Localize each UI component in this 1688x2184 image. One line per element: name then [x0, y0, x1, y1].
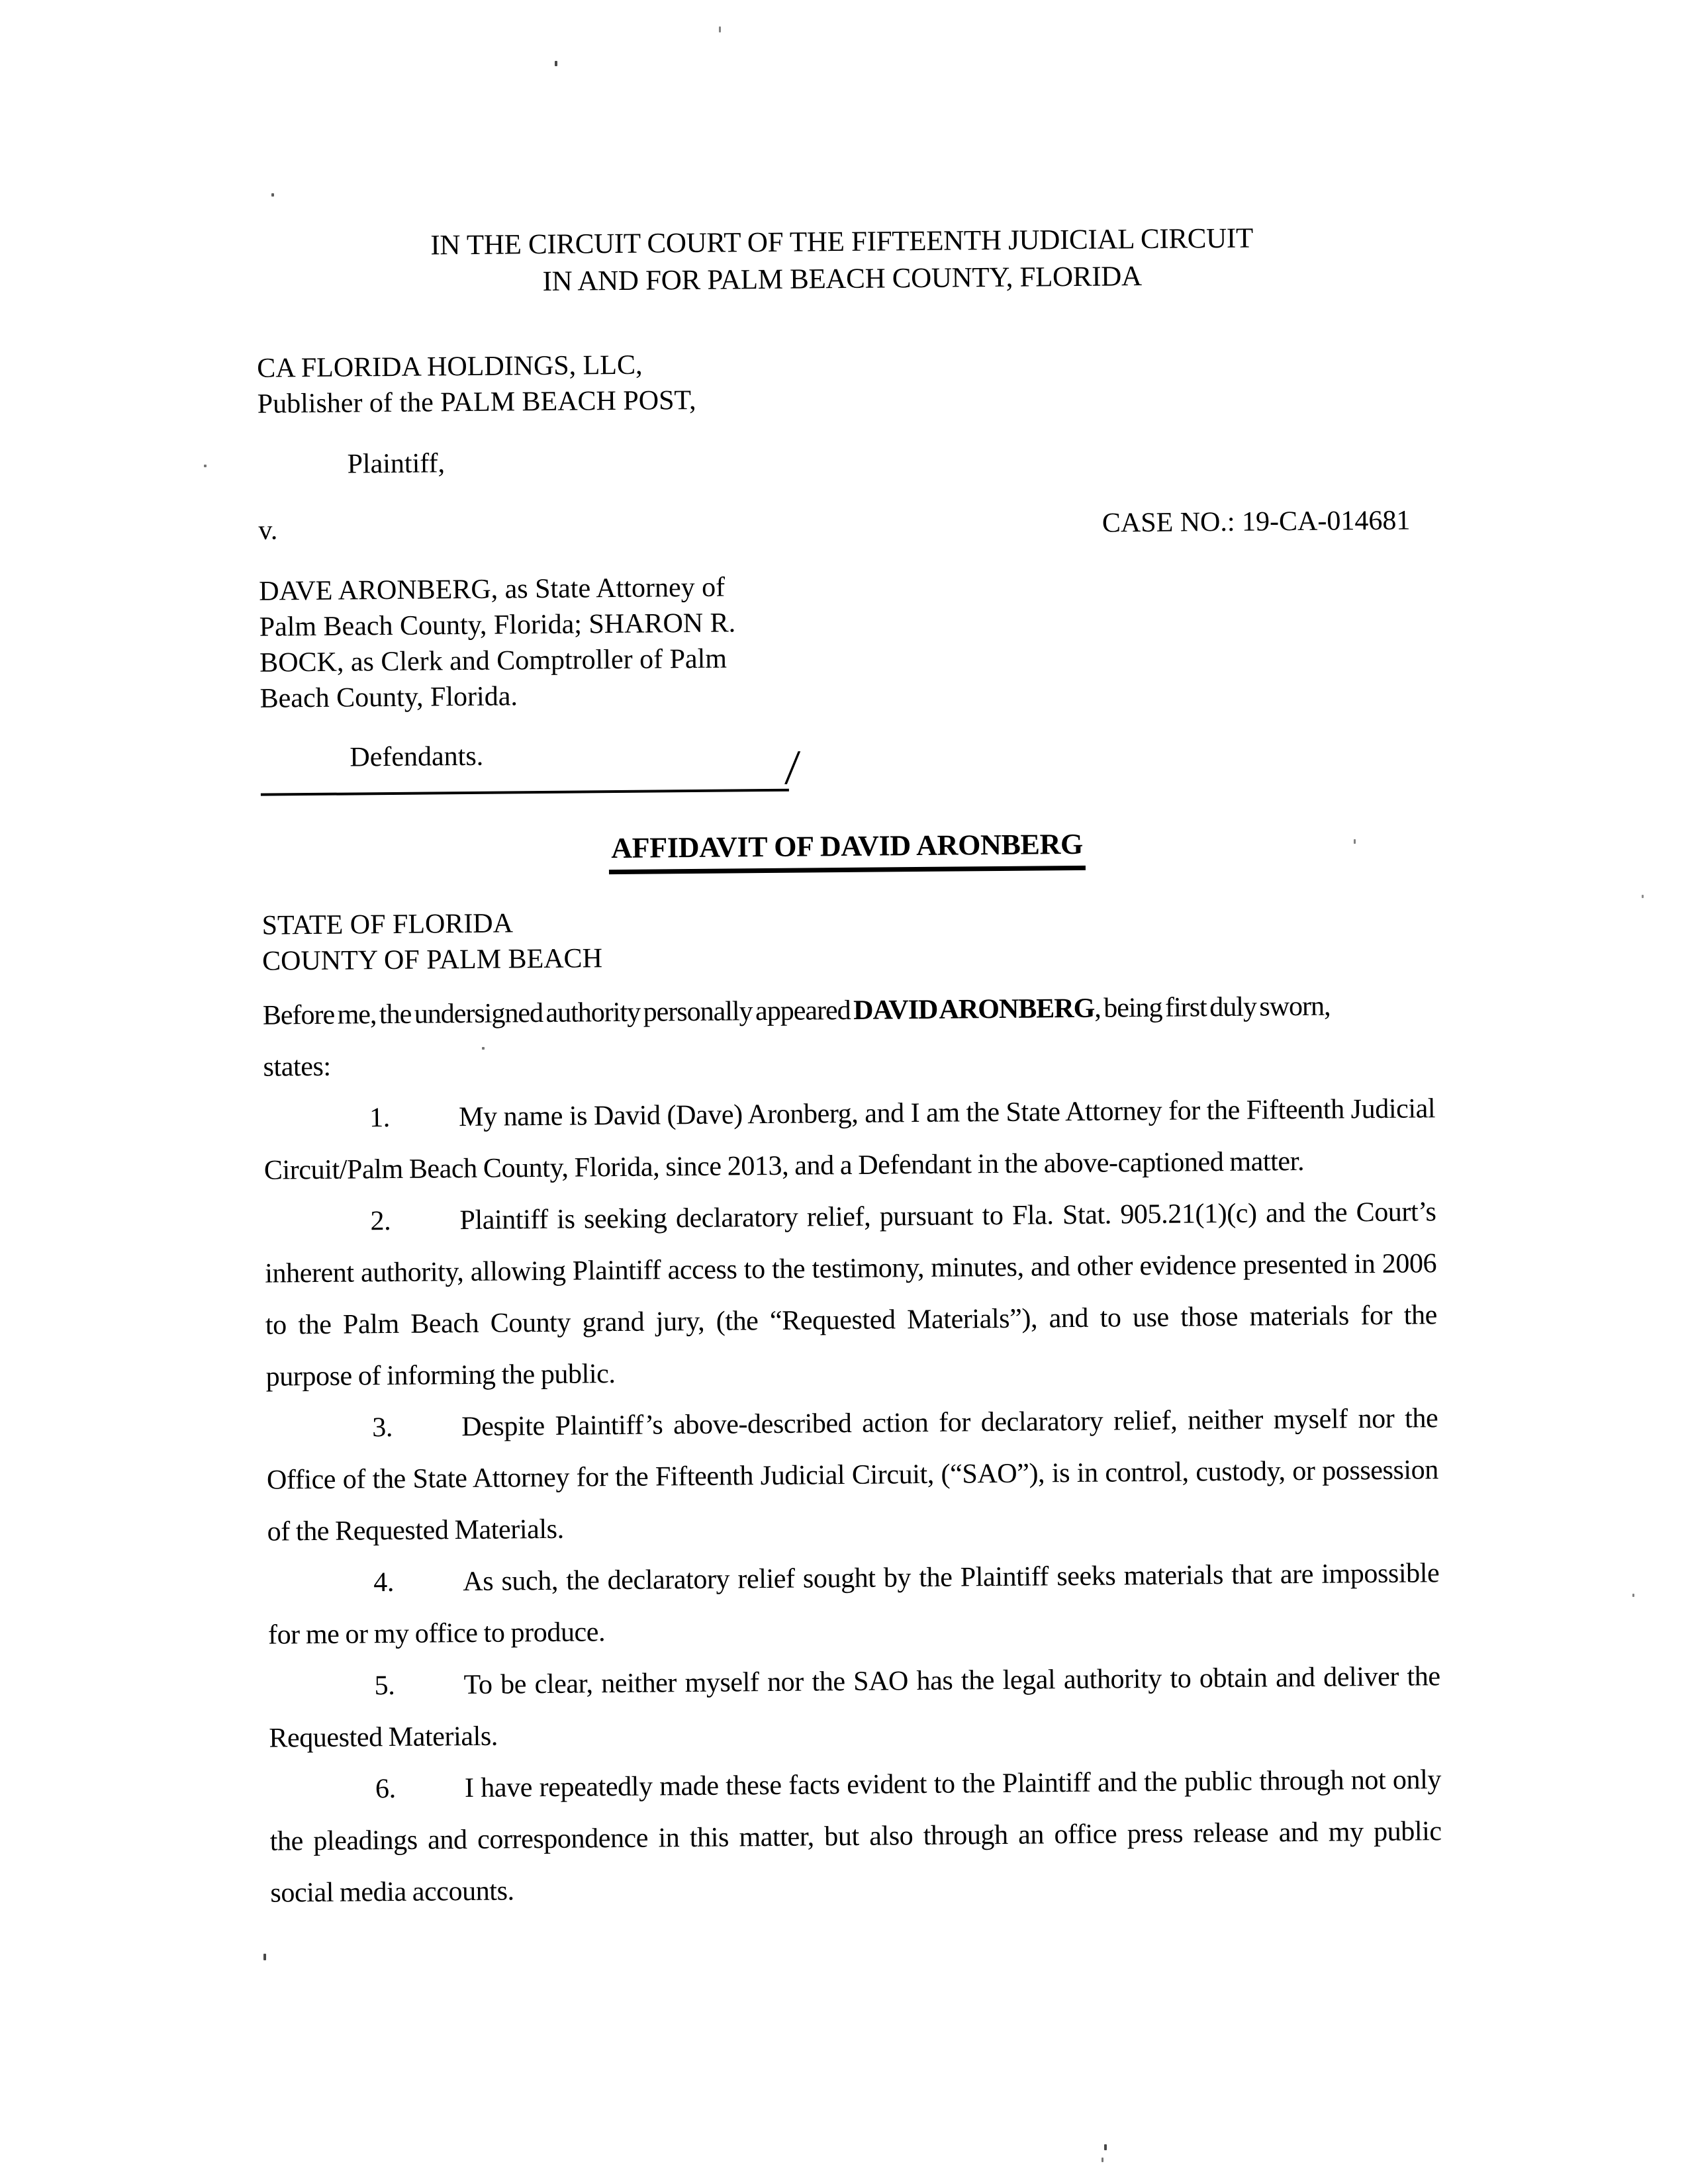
scan-speck: [482, 1047, 485, 1050]
affidavit-body: [262, 979, 1442, 1919]
venue-county: COUNTY OF PALM BEACH: [261, 943, 603, 977]
venue-block: [261, 897, 1434, 979]
intro-pre: Before me, the undersigned authority personally appeared: [262, 995, 854, 1031]
scan-speck: [719, 26, 721, 32]
plaintiff-label: Plaintiff,: [347, 448, 445, 480]
scan-speck: [555, 61, 557, 66]
affidavit-paragraph-4: [267, 1547, 1440, 1661]
scan-speck: [263, 1954, 266, 1960]
document-title-wrap: [261, 823, 1433, 877]
scan-speck: [1642, 895, 1644, 898]
affidavit-paragraph-3: [266, 1392, 1439, 1557]
versus-label: v.: [258, 515, 278, 546]
scan-speck: [1102, 2158, 1103, 2162]
affidavit-paragraph-5: [268, 1651, 1440, 1764]
affidavit-paragraph-2: [264, 1186, 1438, 1402]
defendant-line: Palm Beach County, Florida; SHARON R.: [259, 608, 736, 643]
paragraph-text: As such, the declaratory relief sought by the Plaintiff seeks materials that are impossible for me or my office to produce.: [267, 1558, 1440, 1651]
paragraph-text: Despite Plaintiff’s above-described action for declaratory relief, neither myself nor the Office of the State Attorney for the Fifteenth Judicial Circuit, (“SAO”), is in control, custody, or possession of the Requested Materials.: [266, 1403, 1439, 1547]
scan-speck: [1354, 839, 1356, 844]
affidavit-paragraph-1: [263, 1083, 1436, 1196]
scan-speck: [204, 465, 207, 467]
affidavit-paragraph-6: [269, 1754, 1442, 1919]
defendant-name-block: [259, 563, 1432, 716]
intro-post: , being first duly sworn,: [1094, 991, 1331, 1024]
versus-row: [258, 502, 1430, 548]
paragraph-number: 2.: [370, 1205, 391, 1237]
paragraph-number: 3.: [372, 1412, 393, 1443]
court-heading-line2: IN AND FOR PALM BEACH COUNTY, FLORIDA: [542, 261, 1142, 297]
court-heading-line1: IN THE CIRCUIT COURT OF THE FIFTEENTH JUDICIAL CIRCUIT: [430, 222, 1254, 261]
paragraph-number: 1.: [369, 1103, 391, 1134]
case-number: CASE NO.: 19-CA-014681: [1102, 505, 1411, 539]
defendant-line: DAVE ARONBERG, as State Attorney of: [259, 572, 726, 607]
plaintiff-description: Publisher of the PALM BEACH POST,: [257, 385, 696, 420]
plaintiff-name: CA FLORIDA HOLDINGS, LLC,: [257, 349, 643, 384]
venue-state: STATE OF FLORIDA: [261, 908, 514, 941]
defendants-label: Defendants.: [350, 741, 484, 773]
paragraph-text: I have repeatedly made these facts evident to the Plaintiff and the public through not only the pleadings and correspondence in this matter, but also through an office press release and my public social media accounts.: [269, 1764, 1442, 1909]
intro-line2: states:: [263, 1051, 331, 1083]
paragraph-text: Plaintiff is seeking declaratory relief, pursuant to Fla. Stat. 905.21(1)(c) and the Court’s inherent authority, allowing Plaintiff access to the testimony, minutes, and other evidence presented in 2006 to the Palm Beach County grand jury, (the “Requested Materials”), and to use those materials for the purpose of informing the public.: [265, 1197, 1438, 1392]
paragraph-text: To be clear, neither myself nor the SAO has the legal authority to obtain and deliver the Requested Materials.: [269, 1661, 1440, 1754]
plaintiff-name-block: [257, 340, 1429, 422]
defendant-line: BOCK, as Clerk and Comptroller of Palm: [259, 643, 727, 678]
defendant-line: Beach County, Florida.: [259, 681, 518, 714]
court-heading: [256, 218, 1428, 302]
intro-line1: [262, 979, 1434, 1041]
paragraph-number: 5.: [374, 1670, 395, 1702]
scan-speck: [1632, 1594, 1634, 1597]
paragraph-number: 4.: [373, 1567, 395, 1598]
paragraph-text: My name is David (Dave) Aronberg, and I am the State Attorney for the Fifteenth Judicial Circuit/Palm Beach County, Florida, since 2013, and a Defendant in the above-captioned matter.: [263, 1093, 1436, 1186]
paragraph-number: 6.: [375, 1773, 396, 1805]
scan-speck: [1104, 2144, 1107, 2150]
document-title: AFFIDAVIT OF DAVID ARONBERG: [608, 826, 1086, 874]
scan-speck: [271, 193, 274, 197]
affiant-name: DAVID ARONBERG: [853, 993, 1095, 1026]
slash-mark: /: [783, 739, 802, 796]
